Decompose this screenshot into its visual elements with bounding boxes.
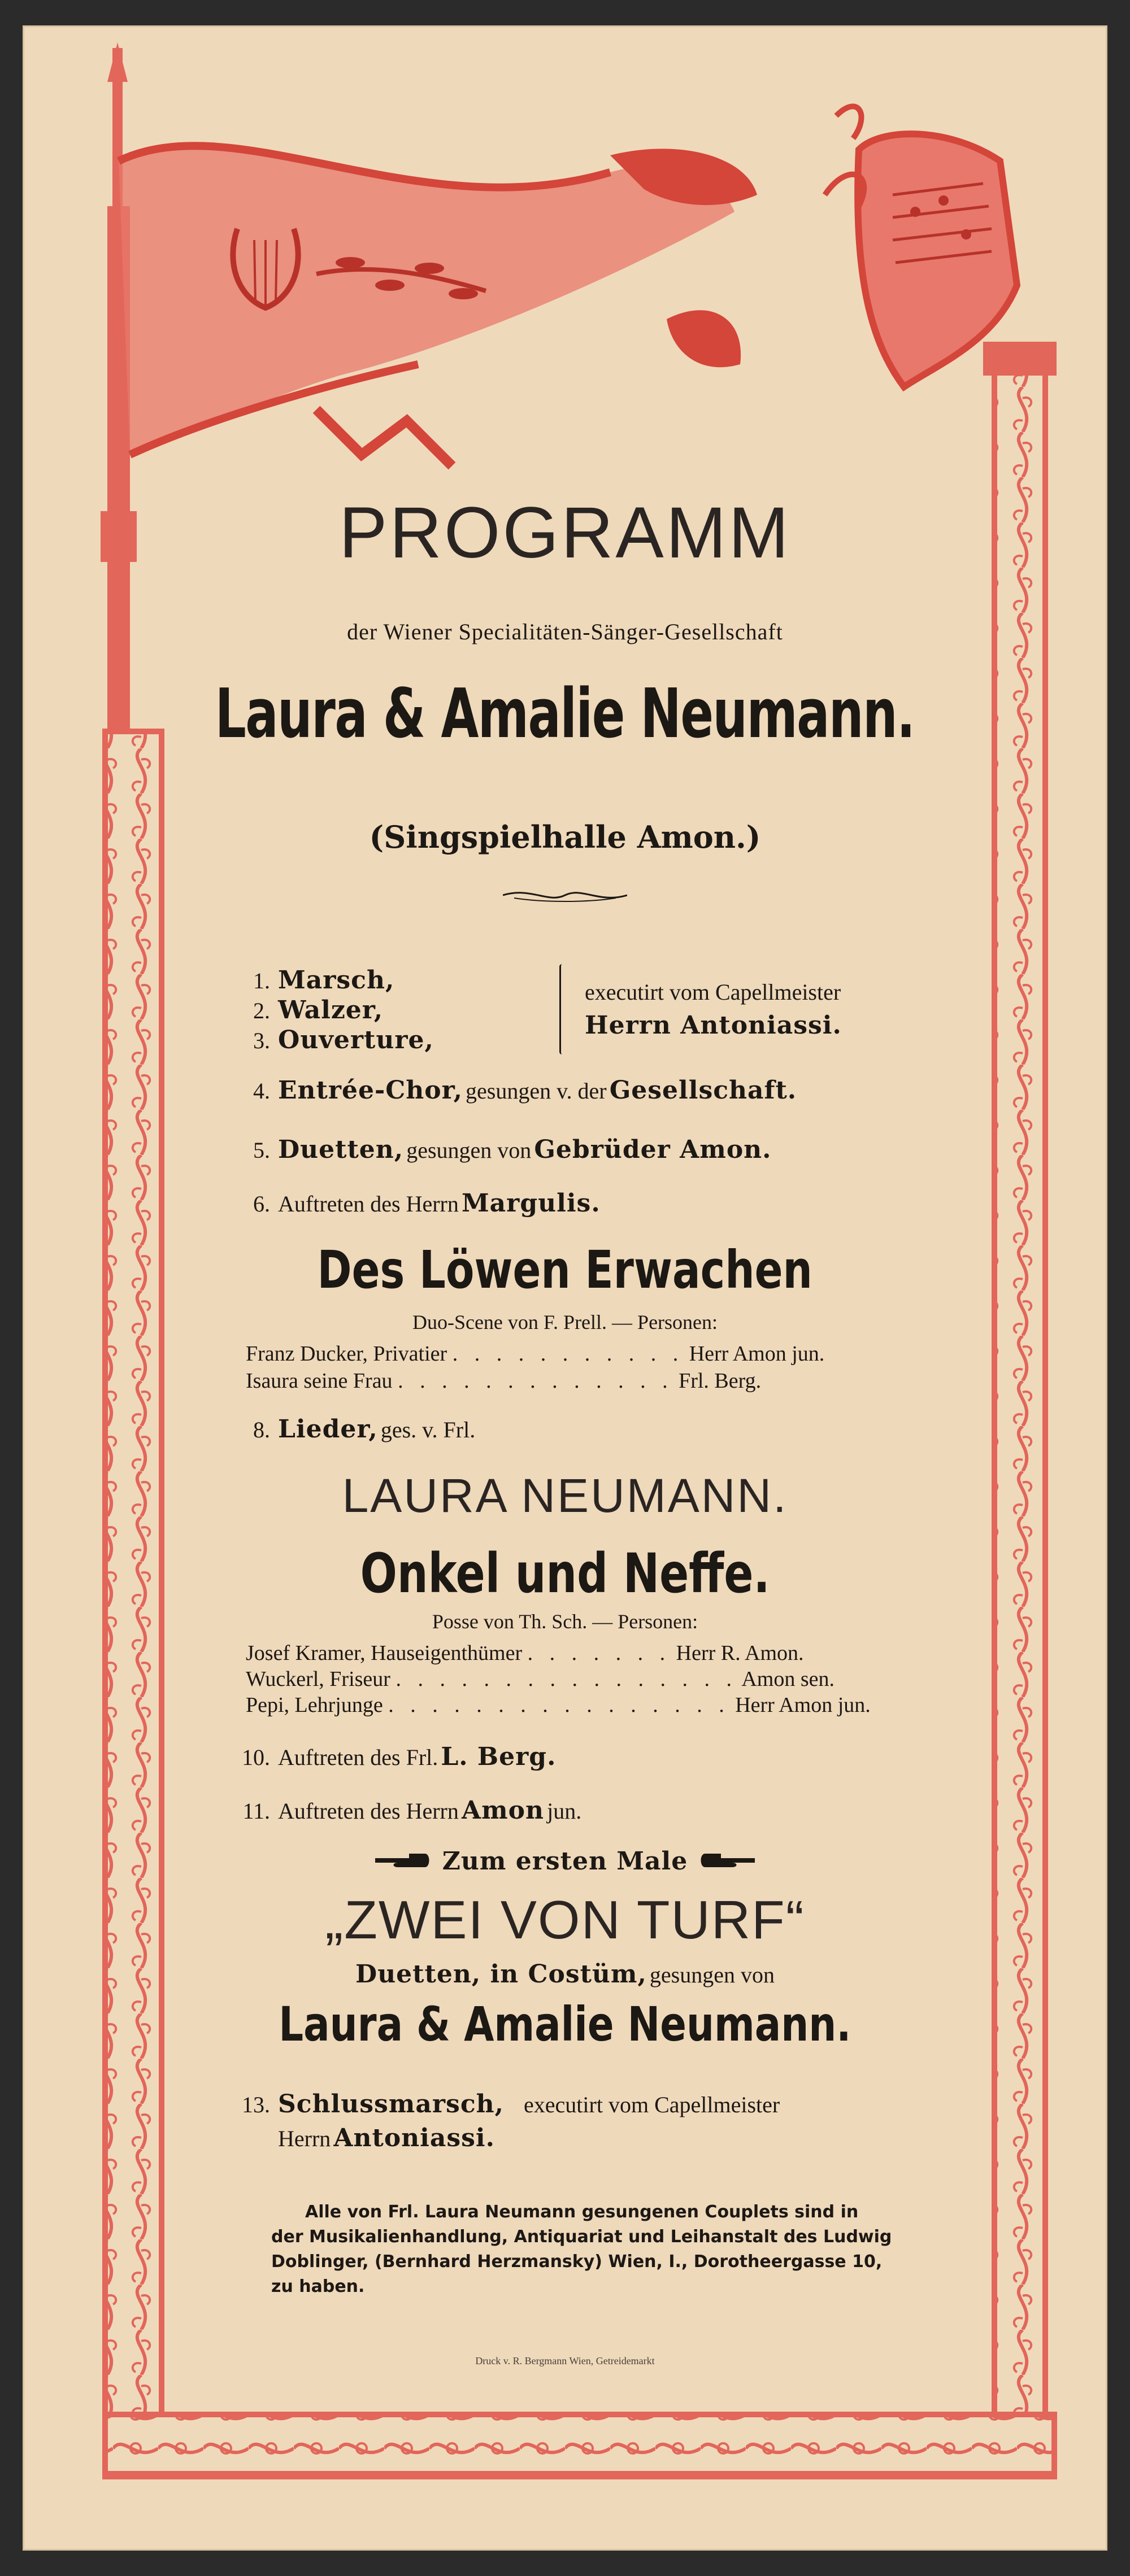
item-number: 11. (242, 1798, 270, 1824)
list-item (231, 996, 383, 1025)
list-item-continuation (278, 2124, 495, 2152)
list-item (231, 1026, 434, 1054)
printer-credit: Druck v. R. Bergmann Wien, Getreidemarkt (475, 2355, 655, 2366)
play-title-wrap (23, 1240, 1107, 1300)
cast-dots: . . . . . . . . . . . . . . . . (395, 1667, 737, 1691)
premiere-label: Zum ersten Male (442, 1847, 688, 1876)
premiere-banner (23, 1847, 1107, 1876)
cast-dots: . . . . . . . (527, 1641, 671, 1665)
cast-role: Pepi, Lehrjunge (246, 1693, 383, 1717)
cast-row (246, 1693, 871, 1718)
cast-role: Wuckerl, Friseur (246, 1667, 390, 1691)
cast-dots: . . . . . . . . . . . . . . . . (388, 1693, 730, 1717)
list-item (231, 966, 394, 995)
footer-line: zu haben. (271, 2277, 365, 2296)
item-number: 4. (253, 1078, 270, 1104)
item-number: 5. (253, 1137, 270, 1163)
poster-sheet (23, 25, 1107, 2551)
premiere-performers: Laura & Amalie Neumann. (279, 1997, 851, 2052)
company-heading-wrap (23, 675, 1107, 753)
item-suffix: jun. (547, 1798, 582, 1824)
item-prefix: Herrn (278, 2126, 331, 2151)
right-column-ornament (983, 342, 1057, 2465)
list-item (231, 1415, 475, 1444)
cast-actor: Herr Amon jun. (689, 1342, 825, 1366)
item-number: 1. (253, 968, 270, 993)
top-banner-ornament (119, 146, 757, 466)
cast-row (246, 1641, 804, 1666)
conductor: Herrn Antoniassi. (585, 1011, 842, 1040)
item-performer: Gebrüder Amon. (534, 1135, 772, 1164)
cast-role: Franz Ducker, Privatier (246, 1342, 447, 1366)
premiere-performers-wrap (23, 1997, 1107, 2052)
list-item (231, 1189, 601, 1218)
bracket (559, 964, 564, 1054)
item-title: Walzer, (278, 996, 384, 1025)
item-title: Marsch, (278, 966, 395, 995)
item-performer: L. Berg. (441, 1742, 557, 1771)
premiere-subtitle (23, 1960, 1107, 1989)
item-number: 6. (253, 1191, 270, 1217)
footer-line: der Musikalienhandlung, Antiquariat und Leihanstalt des Ludwig (271, 2227, 892, 2247)
cast-row (246, 1341, 824, 1366)
divider-flourish (23, 887, 1107, 906)
play-title: Des Löwen Erwachen (317, 1240, 813, 1300)
subtitle: der Wiener Specialitäten-Sänger-Gesellschaft (347, 619, 783, 644)
list-item (231, 2090, 780, 2119)
cast-role: Josef Kramer, Hauseigenthümer (246, 1641, 523, 1665)
pointing-hand-icon (375, 1850, 432, 1873)
company-heading: Laura & Amalie Neumann. (215, 675, 915, 753)
list-item (231, 1796, 581, 1825)
cast-actor: Frl. Berg. (679, 1369, 762, 1393)
cast-role: Isaura seine Frau (246, 1369, 393, 1393)
cast-actor: Amon sen. (741, 1667, 835, 1691)
play-subtitle: Posse von Th. Sch. — Personen: (432, 1610, 698, 1633)
premiere-subtitle-bold: Duetten, in Costüm, (355, 1960, 647, 1989)
cast-actor: Herr R. Amon. (676, 1641, 804, 1665)
item-number: 13. (242, 2092, 270, 2117)
item-text: gesungen v. der (466, 1078, 607, 1104)
item-text: gesungen von (406, 1137, 532, 1163)
pointing-hand-icon (698, 1850, 755, 1873)
item-title: Duetten, (278, 1135, 404, 1164)
cast-dots: . . . . . . . . . . . . . (398, 1369, 673, 1393)
list-item (231, 1742, 556, 1771)
cast-row (246, 1368, 761, 1393)
item-text: ges. v. Frl. (380, 1417, 476, 1442)
item-performer: Amon (461, 1796, 545, 1825)
play-title: Onkel und Neffe. (360, 1542, 770, 1605)
bottom-band-ornament (105, 2414, 1054, 2479)
page-title: PROGRAMM (339, 492, 791, 573)
executed-by: executirt vom Capellmeister (585, 979, 841, 1005)
footer-note (271, 2200, 892, 2299)
item-text: Auftreten des Frl. (278, 1745, 438, 1770)
singer-name: LAURA NEUMANN. (342, 1469, 788, 1522)
footer-line: Alle von Frl. Laura Neumann gesungenen Couplets sind in (305, 2202, 859, 2222)
premiere-title: „ZWEI VON TURF“ (325, 1890, 805, 1950)
list-item (231, 1076, 797, 1105)
play-subtitle: Duo-Scene von F. Prell. — Personen: (412, 1311, 718, 1333)
premiere-subtitle-text: gesungen von (649, 1962, 775, 1987)
item-title: Schlussmarsch, (278, 2090, 504, 2119)
item-text: executirt vom Capellmeister (524, 2092, 780, 2117)
cast-row (246, 1667, 835, 1692)
footer-line: Doblinger, (Bernhard Herzmansky) Wien, I., Dorotheergasse 10, (271, 2252, 883, 2272)
item-number: 10. (242, 1745, 270, 1770)
item-performer: Gesellschaft. (609, 1076, 797, 1105)
venue: (Singspielhalle Amon.) (369, 819, 761, 855)
item-text: Auftreten des Herrn (278, 1798, 459, 1824)
item-performer: Margulis. (461, 1189, 601, 1218)
item-performer: Antoniassi. (333, 2124, 495, 2152)
item-number: 2. (253, 998, 270, 1023)
cast-actor: Herr Amon jun. (735, 1693, 871, 1717)
list-item (231, 1135, 771, 1164)
play-title-wrap (23, 1542, 1107, 1605)
item-text: Auftreten des Herrn (278, 1191, 459, 1217)
item-number: 3. (253, 1028, 270, 1053)
item-title: Lieder, (278, 1415, 378, 1444)
item-number: 8. (253, 1417, 270, 1442)
cast-dots: . . . . . . . . . . . (452, 1342, 684, 1366)
item-title: Entrée-Chor, (278, 1076, 463, 1105)
item-title: Ouverture, (278, 1026, 434, 1054)
